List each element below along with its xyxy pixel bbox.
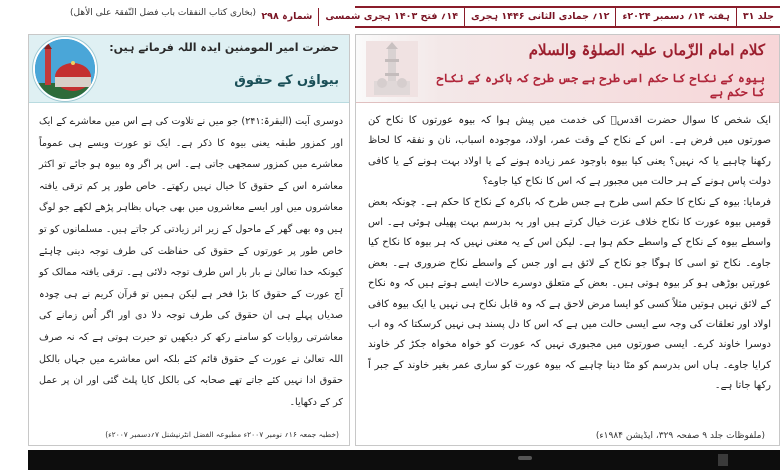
- hadith-citation: (بخاری کتاب النفقات باب فضل النّفقۃ علی الأھل): [70, 8, 257, 18]
- kalam-paragraph-2: فرمایا: بیوہ کے نکاح کا حکم اسی طرح ہے جس طرح کہ باکرہ کے نکاح کا حکم ہے۔ چونکہ بعض قومیں بیوہ عورت کا نکاح خلاف عزت خیال کرتے ہیں اور یہ بدرسم بہت پھیلی ہوئی ہے۔ اس واسطے بیوہ کے نکاح کے واسطے حکم ہوا ہے۔ لیکن اس کے یہ معنی نہیں کہ ہر بیوہ کا نکاح کیا جاوے۔ نکاح تو اسی کا ہوگا جو نکاح کے لائق ہے اور جس کے واسطے نکاح ضروری ہے۔ بعض عورتیں بوڑھی ہو کر بیوہ ہوتی ہیں۔ بعض کے متعلق دوسرے حالات ایسے ہوتے ہیں کہ وہ نکاح کے لائق نہیں ہوتیں مثلاً کسی کو ایسا مرض لاحق ہے کہ وہ قابل نکاح ہی نہیں یا ایک بیوہ کافی اولاد اور تعلقات کی وجہ سے ایسی حالت میں ہے کہ اس کا دل پسند ہی نہیں کرسکتا کہ وہ اب دوسرا خاوند کرے۔ ایسی صورتوں میں مجبوری نہیں کہ عورت کو خواہ مخواہ جکڑ کر خاوند کرایا جاوے۔ ہاں اس بدرسم کو مٹا دینا چاہیے کہ بیوہ عورت کو ساری عمر بغیر خاوند کے جبر اً رکھا جاتا ہے۔: [368, 196, 771, 392]
- kalam-paragraph-1: ایک شخص کا سوال حضرت اقدسؑ کی خدمت میں پیش ہوا کہ بیوہ عورتوں کا نکاح کن صورتوں میں فرض ہے۔ اس کے نکاح کے وقت عمر، اولاد، موجودہ اسباب، نان و نفقہ کا لحاظ رکھنا چاہیے یا کہ نہیں؟ یعنی کیا بیوہ باوجود عمر زیادہ ہونے کے یا اولاد بہت ہونے کے یا کافی دولت پاس ہونے کے ہر حالت میں مجبور ہے کہ اس کا نکاح کیا جاوے؟: [368, 115, 771, 188]
- huzoor-title: بیواؤں کے حقوق: [234, 73, 339, 88]
- date-bar: [261, 6, 780, 28]
- kalam-title: کلام امام الزّماں علیہ الصلوٰۃ والسلام: [528, 41, 765, 59]
- kalam-reference: (ملفوظات جلد ۹ صفحہ ۳۲۹، ایڈیشن ۱۹۸۴ء): [595, 431, 765, 441]
- gregorian-date: ہفتہ ۱۴؍ دسمبر ۲۰۲۴ء: [615, 8, 735, 26]
- huzoor-reference: (خطبہ جمعہ ۱۶؍ نومبر ۲۰۰۷ء مطبوعہ الفضل انٹرنیشنل ۷؍دسمبر ۲۰۰۷ء): [105, 430, 339, 439]
- footer-mark: [518, 456, 532, 460]
- hijri-date: ۱۲؍ جمادی الثانی ۱۴۴۶ ہجری: [464, 8, 615, 26]
- kalam-body: [368, 111, 771, 421]
- huzoor-header: [29, 35, 349, 103]
- kalam-subtitle: بیوہ کے نکاح کا حکم اسی طرح ہے جس طرح کہ باکرہ کے نکاح کا حکم ہے: [436, 71, 765, 99]
- huzoor-column: [28, 34, 350, 446]
- top-strip: [0, 0, 780, 30]
- kalam-column: [355, 34, 780, 446]
- huzoor-intro: حضرت امیر المومنین ایدہ اللہ فرماتے ہیں:: [109, 41, 339, 54]
- footer-logo-fragment: [718, 454, 728, 466]
- kalam-header: [356, 35, 779, 103]
- footer-bar: [28, 450, 780, 470]
- volume-label: جلد ۳۱: [736, 8, 780, 26]
- mosque-icon: [366, 41, 418, 97]
- huzoor-body: دوسری آیت (البقرۃ:۲۴۱) جو میں نے تلاوت کی ہے اس میں معاشرے کے ایک اور کمزور طبقہ یعنی بیوہ کا ذکر ہے۔ ایک تو عورت ویسے ہی عموماً معاشرے میں کمزور سمجھی جاتی ہے۔ اس پر اگر وہ بیوہ ہو جائے تو اکثر معاشرہ اس کے حقوق کا خیال نہیں رکھتے۔ خاص طور پر کم ترقی یافتہ معاشروں میں اور ایسے معاشروں میں بھی جہاں بظاہر پڑھے لکھے جو لوگ ہیں وہ بھی گھر کے ماحول کے زیر اثر زیادتی کر جاتے ہیں۔ مسلمانوں کو تو خاص طور پر عورتوں کے حقوق کی حفاظت کی طرف توجہ دینی چاہئے کیونکہ خدا تعالیٰ نے بار بار اس طرف توجہ دلائی ہے۔ ترقی یافتہ ممالک کو آج عورت کے حقوق کا بڑا فخر ہے لیکن ہمیں تو قرآن کریم نے ہی چودہ صدیاں پہلے ہی ان حقوق کی طرف توجہ دلا دی اور اگر اُس زمانے کی معاشرتی روایات کو سامنے رکھ کر دیکھیں تو حیرت ہوتی ہے کہ نہ صرف اللہ تعالیٰ نے عورت کے حقوق قائم کئے بلکہ اس معاشرے میں جہاں بالکل حقوق ادا نہیں کئے جاتے تھے صحابہ کی بالکل کایا پلٹ گئی اور ان پر عمل کر کے دکھایا۔: [39, 116, 344, 408]
- mosque-emblem-icon: [33, 37, 97, 101]
- hijri-shamsi-date: ۱۴؍ فتح ۱۴۰۳ ہجری شمسی: [318, 8, 464, 26]
- issue-number: شمارہ ۲۹۸: [261, 11, 313, 22]
